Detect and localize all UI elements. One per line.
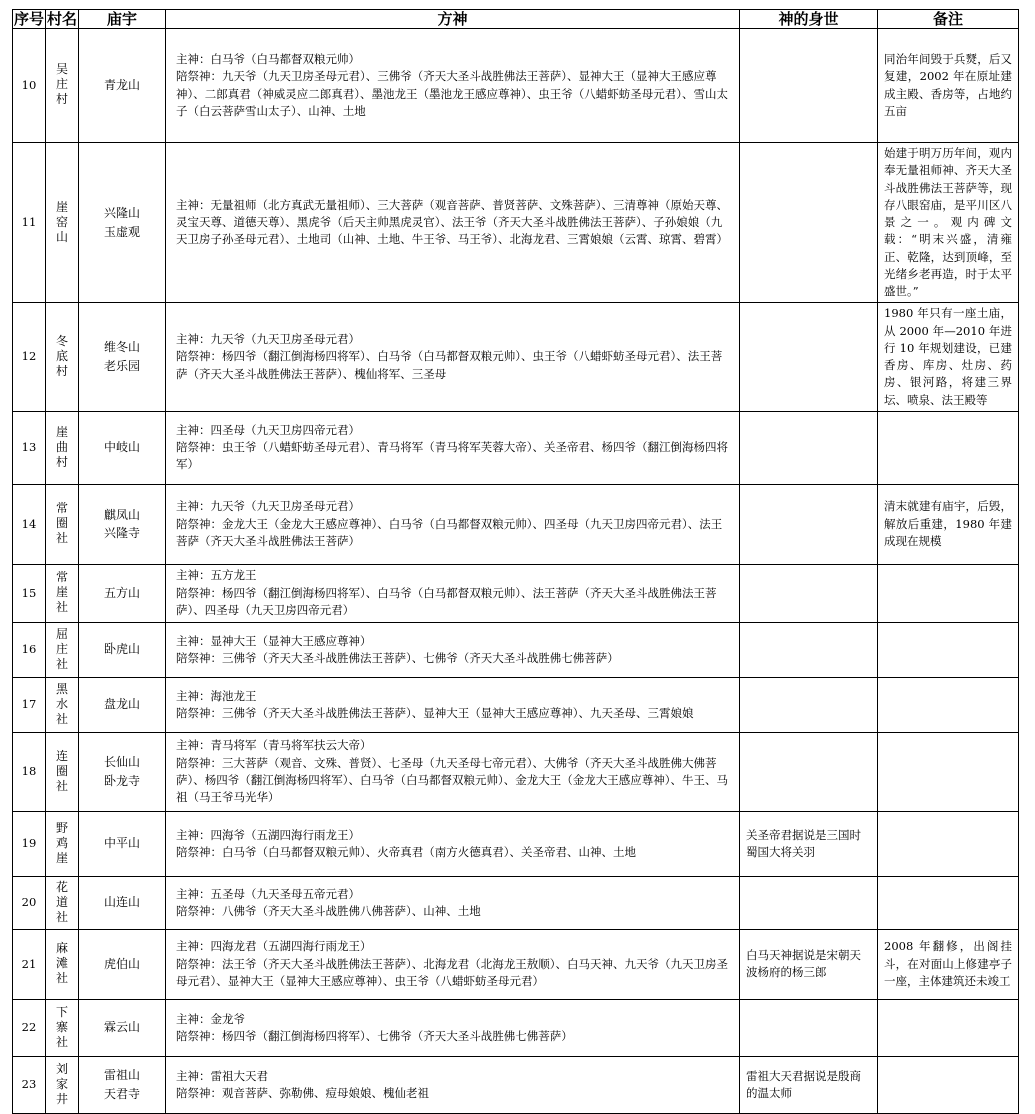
secondary-gods: 陪祭神：三佛爷（齐天大圣斗战胜佛法王菩萨）、七佛爷（齐天大圣斗战胜佛七佛菩萨） <box>176 650 619 665</box>
god-background: 白马天神据说是宋朝天波杨府的杨三郎 <box>740 929 878 999</box>
notes-cell <box>878 564 1019 622</box>
village-name: 刘家井 <box>56 1061 69 1106</box>
header-row <box>13 10 1019 29</box>
notes-cell <box>878 811 1019 876</box>
temple-name: 中岐山 <box>103 440 140 455</box>
gods-cell <box>166 677 740 732</box>
village-cell <box>46 484 79 564</box>
gods-cell <box>166 29 740 143</box>
row-number: 23 <box>13 1056 46 1113</box>
temple-name-secondary: 天君寺 <box>103 1086 140 1101</box>
gods-cell <box>166 143 740 303</box>
village-name: 吴庄村 <box>56 62 69 107</box>
row-number: 11 <box>13 143 46 303</box>
village-cell <box>46 564 79 622</box>
village-cell <box>46 677 79 732</box>
god-background <box>740 143 878 303</box>
temple-cell <box>79 811 166 876</box>
main-god: 主神：四圣母（九天卫房四帝元君） <box>176 422 360 437</box>
temple-cell <box>79 143 166 303</box>
temple-cell <box>79 1056 166 1113</box>
notes-cell <box>878 677 1019 732</box>
god-background <box>740 677 878 732</box>
temple-name: 兴隆山 <box>103 206 140 221</box>
header-temple: 庙宇 <box>79 10 166 29</box>
village-cell <box>46 411 79 484</box>
village-name: 崖窑山 <box>56 199 69 244</box>
god-background <box>740 411 878 484</box>
notes-cell <box>878 876 1019 929</box>
header-gods: 方神 <box>166 10 740 29</box>
notes-cell <box>878 999 1019 1056</box>
village-name: 崖曲村 <box>56 424 69 469</box>
row-number: 10 <box>13 29 46 143</box>
gods-cell <box>166 811 740 876</box>
temple-cell <box>79 564 166 622</box>
temple-name: 霖云山 <box>103 1020 140 1035</box>
village-name: 下寨社 <box>56 1004 69 1049</box>
notes-cell <box>878 1056 1019 1113</box>
header-background: 神的身世 <box>740 10 878 29</box>
gods-cell <box>166 929 740 999</box>
god-background <box>740 732 878 811</box>
main-god: 主神：五圣母（九天圣母五帝元君） <box>176 886 360 901</box>
main-god: 主神：四海龙君（五湖四海行雨龙王） <box>176 939 372 954</box>
secondary-gods: 陪祭神：法王爷（齐天大圣斗战胜佛法王菩萨）、北海龙君（北海龙王敖顺）、白马天神、九天爷（九天卫房圣母元君）、显神大王（显神大王感应尊神）、虫王爷（八蜡虾蚄圣母元君） <box>176 956 728 988</box>
temple-name-secondary: 兴隆寺 <box>103 526 140 541</box>
temple-name-secondary: 卧龙寺 <box>103 773 140 788</box>
main-god: 主神：海池龙王 <box>176 688 257 703</box>
notes-cell <box>878 732 1019 811</box>
main-god: 主神：青马将军（青马将军扶云大帝） <box>176 738 372 753</box>
village-cell <box>46 622 79 677</box>
temple-cell <box>79 411 166 484</box>
gods-cell <box>166 1056 740 1113</box>
secondary-gods: 陪祭神：杨四爷（翻江倒海杨四将军）、白马爷（白马都督双粮元帅）、法王菩萨（齐天大圣斗战胜佛法王菩萨）、四圣母（九天卫房四帝元君） <box>176 585 717 617</box>
village-cell <box>46 1056 79 1113</box>
gods-cell <box>166 999 740 1056</box>
temple-name: 五方山 <box>103 585 140 600</box>
secondary-gods: 陪祭神：观音菩萨、弥勒佛、痘母娘娘、槐仙老祖 <box>176 1085 429 1100</box>
god-background: 关圣帝君据说是三国时蜀国大将关羽 <box>740 811 878 876</box>
row-number: 21 <box>13 929 46 999</box>
village-cell <box>46 929 79 999</box>
secondary-gods: 陪祭神：杨四爷（翻江倒海杨四将军）、白马爷（白马都督双粮元帅）、虫王爷（八蜡虾蚄圣母元君）、法王菩萨（齐天大圣斗战胜佛法王菩萨）、槐仙将军、三圣母 <box>176 349 723 381</box>
table-row <box>13 1056 1019 1113</box>
main-god: 主神：九天爷（九天卫房圣母元君） <box>176 332 360 347</box>
secondary-gods: 陪祭神：杨四爷（翻江倒海杨四将军）、七佛爷（齐天大圣斗战胜佛七佛菩萨） <box>176 1028 573 1043</box>
gods-cell <box>166 622 740 677</box>
temple-name: 雷祖山 <box>103 1068 140 1083</box>
temple-name: 麒凤山 <box>103 507 140 522</box>
temple-cell <box>79 622 166 677</box>
village-cell <box>46 999 79 1056</box>
village-name: 常崖社 <box>56 570 69 615</box>
gods-cell <box>166 876 740 929</box>
god-background <box>740 564 878 622</box>
temple-name-secondary: 玉虚观 <box>103 224 140 239</box>
gods-cell <box>166 732 740 811</box>
table-row <box>13 411 1019 484</box>
temple-cell <box>79 876 166 929</box>
row-number: 16 <box>13 622 46 677</box>
main-god: 主神：九天爷（九天卫房圣母元君） <box>176 499 360 514</box>
temple-name: 盘龙山 <box>103 697 140 712</box>
secondary-gods: 陪祭神：虫王爷（八蜡虾蚄圣母元君）、青马将军（青马将军芙蓉大帝）、关圣帝君、杨四爷（翻江倒海杨四将军） <box>176 440 728 472</box>
table-row <box>13 999 1019 1056</box>
notes-cell: 清末就建有庙宇，后毁，解放后重建，1980 年建成现在规模 <box>878 484 1019 564</box>
temple-cell <box>79 999 166 1056</box>
notes-cell: 1980 年只有一座土庙，从 2000 年—2010 年进行 10 年规划建设，已建香房、库房、灶房、药房、银河路，将建三界坛、喷泉、法王殿等 <box>878 303 1019 412</box>
main-god: 主神：金龙爷 <box>176 1011 245 1026</box>
notes-cell <box>878 622 1019 677</box>
temple-name: 山连山 <box>103 895 140 910</box>
secondary-gods: 陪祭神：九天爷（九天卫房圣母元君）、三佛爷（齐天大圣斗战胜佛法王菩萨）、显神大王（显神大王感应尊神）、二郎真君（神威灵应二郎真君）、墨池龙王（墨池龙王感应尊神）、虫王爷（八蜡虾蚄圣母元君）、雪山太子（白云菩萨雪山太子）、山神、土地 <box>176 69 728 118</box>
gods-cell <box>166 411 740 484</box>
temple-cell <box>79 929 166 999</box>
secondary-gods: 陪祭神：三大菩萨（观音、文殊、普贤）、七圣母（九天圣母七帝元君）、大佛爷（齐天大圣斗战胜佛大佛菩萨）、杨四爷（翻江倒海杨四将军）、白马爷（白马都督双粮元帅）、金龙大王（金龙大王感应尊神）、牛王、马祖（马王爷马光华） <box>176 755 728 804</box>
village-name: 麻滩社 <box>56 941 69 986</box>
row-number: 13 <box>13 411 46 484</box>
row-number: 19 <box>13 811 46 876</box>
god-background <box>740 876 878 929</box>
row-number: 14 <box>13 484 46 564</box>
table-row <box>13 143 1019 303</box>
secondary-gods: 陪祭神：金龙大王（金龙大王感应尊神）、白马爷（白马都督双粮元帅）、四圣母（九天卫房四帝元君）、法王菩萨（齐天大圣斗战胜佛法王菩萨） <box>176 516 723 548</box>
table-row <box>13 677 1019 732</box>
village-cell <box>46 143 79 303</box>
row-number: 12 <box>13 303 46 412</box>
secondary-gods: 陪祭神：白马爷（白马都督双粮元帅）、火帝真君（南方火德真君）、关圣帝君、山神、土地 <box>176 844 636 859</box>
temple-gods-table <box>12 9 1019 1114</box>
secondary-gods: 陪祭神：八佛爷（齐天大圣斗战胜佛八佛菩萨）、山神、土地 <box>176 903 481 918</box>
table-row <box>13 484 1019 564</box>
temple-cell <box>79 29 166 143</box>
header-notes: 备注 <box>878 10 1019 29</box>
main-god: 主神：无量祖师（北方真武无量祖师）、三大菩萨（观音菩萨、普贤菩萨、文殊菩萨）、三清尊神（原始天尊、灵宝天尊、道德天尊）、黑虎爷（后天主帅黑虎灵官）、法王爷（齐天大圣斗战胜佛法王菩萨）、子孙娘娘（九天卫房子孙圣母元君）、土地司（山神、土地、牛王爷、马王爷）、北海龙君、三霄娘娘（云霄、琼霄、碧霄） <box>176 197 728 247</box>
temple-name: 中平山 <box>103 836 140 851</box>
god-background: 雷祖大天君据说是殷商的温太师 <box>740 1056 878 1113</box>
temple-cell <box>79 303 166 412</box>
village-cell <box>46 29 79 143</box>
main-god: 主神：白马爷（白马都督双粮元帅） <box>176 52 360 66</box>
secondary-gods: 陪祭神：三佛爷（齐天大圣斗战胜佛法王菩萨）、显神大王（显神大王感应尊神）、九天圣母、三霄娘娘 <box>176 705 694 720</box>
temple-cell <box>79 677 166 732</box>
main-god: 主神：显神大王（显神大王感应尊神） <box>176 633 372 648</box>
table-row <box>13 732 1019 811</box>
temple-name: 维冬山 <box>103 340 140 355</box>
temple-cell <box>79 484 166 564</box>
table-row <box>13 29 1019 143</box>
god-background <box>740 303 878 412</box>
village-name: 野鸡崖 <box>56 820 69 865</box>
notes-cell: 同治年间毁于兵燹，后又复建，2002 年在原址建成主殿、香房等，占地约五亩 <box>878 29 1019 143</box>
gods-cell <box>166 303 740 412</box>
god-background <box>740 622 878 677</box>
row-number: 20 <box>13 876 46 929</box>
temple-name: 长仙山 <box>103 755 140 770</box>
row-number: 17 <box>13 677 46 732</box>
village-cell <box>46 876 79 929</box>
table-row <box>13 929 1019 999</box>
row-number: 22 <box>13 999 46 1056</box>
main-god: 主神：四海爷（五湖四海行雨龙王） <box>176 827 360 842</box>
notes-cell: 2008 年翻修，出阁挂斗，在对面山上修建亭子一座，主体建筑还未竣工 <box>878 929 1019 999</box>
temple-name-secondary: 老乐园 <box>103 359 140 373</box>
main-god: 主神：五方龙王 <box>176 568 257 583</box>
village-name: 屈庄社 <box>56 626 69 671</box>
notes-cell: 始建于明万历年间，观内奉无量祖师神、齐天大圣斗战胜佛法王菩萨等，现存八眼窑庙，是平川区八景之一。观内碑文载：“明末兴盛，清雍正、乾隆，达到顶峰，至光绪乡老再造，时于太平盛世。” <box>878 143 1019 303</box>
village-name: 连圈社 <box>56 748 69 793</box>
village-name: 常圈社 <box>56 501 69 546</box>
temple-name: 卧虎山 <box>103 642 140 657</box>
table-body <box>13 29 1019 1114</box>
god-background <box>740 999 878 1056</box>
gods-cell <box>166 484 740 564</box>
god-background <box>740 29 878 143</box>
village-cell <box>46 811 79 876</box>
temple-name: 虎伯山 <box>103 956 140 971</box>
row-number: 15 <box>13 564 46 622</box>
gods-cell <box>166 564 740 622</box>
temple-cell <box>79 732 166 811</box>
row-number: 18 <box>13 732 46 811</box>
village-name: 黑水社 <box>56 681 69 726</box>
village-name: 冬底村 <box>56 333 69 378</box>
header-no: 序号 <box>13 10 44 28</box>
table-row <box>13 811 1019 876</box>
village-cell <box>46 303 79 412</box>
god-background <box>740 484 878 564</box>
header-village: 村名 <box>46 10 77 28</box>
table-row <box>13 622 1019 677</box>
table-row <box>13 564 1019 622</box>
temple-name: 青龙山 <box>103 78 140 93</box>
main-god: 主神：雷祖大天君 <box>176 1068 268 1083</box>
village-cell <box>46 732 79 811</box>
table-row <box>13 876 1019 929</box>
notes-cell <box>878 411 1019 484</box>
village-name: 花道社 <box>56 879 69 924</box>
table-row <box>13 303 1019 412</box>
